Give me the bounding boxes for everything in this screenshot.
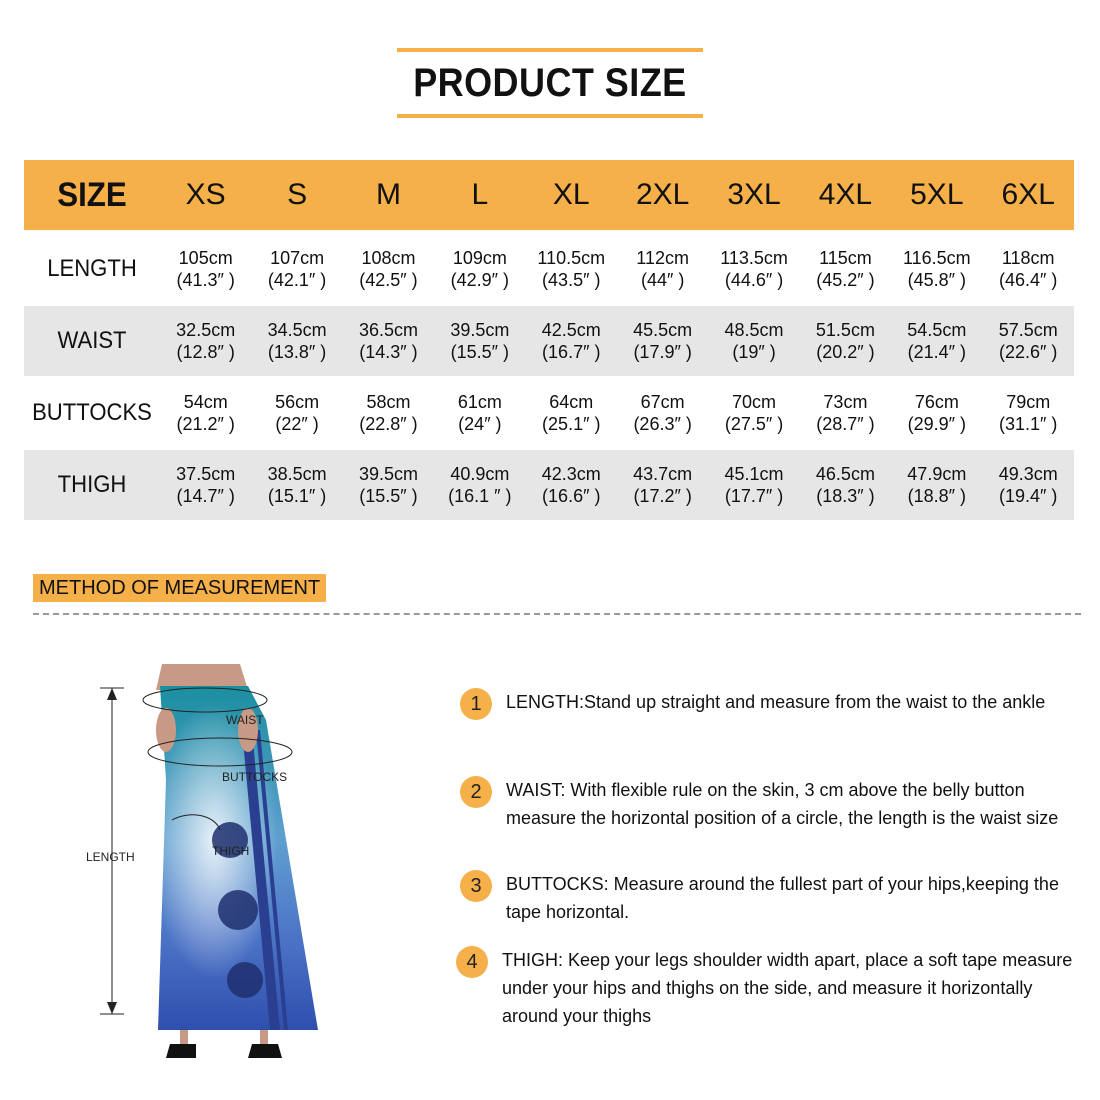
inch-value: (13.8″ ) (267, 342, 327, 362)
size-cell (343, 319, 434, 363)
size-cell (434, 463, 525, 507)
size-cell (526, 319, 617, 363)
size-cell (251, 319, 342, 363)
size-cell (526, 391, 617, 435)
cm-value: 51.5cm (815, 320, 875, 340)
inch-value: (21.2″ ) (176, 414, 235, 434)
size-cell (708, 463, 799, 507)
inch-value: (19″ ) (732, 342, 776, 362)
buttocks-label: BUTTOCKS (222, 770, 288, 784)
step-thigh (456, 946, 1080, 1030)
shoe-left (166, 1044, 196, 1058)
cm-value: 48.5cm (724, 320, 784, 340)
inch-value: (42.1″ ) (267, 270, 327, 290)
size-header-cell: 3XL (727, 178, 781, 211)
inch-value: (15.5″ ) (450, 342, 510, 362)
cm-value: 36.5cm (358, 320, 418, 340)
size-cell (526, 463, 617, 507)
row-label: BUTTOCKS (32, 399, 152, 426)
inch-value: (45.8″ ) (907, 270, 967, 290)
size-header-cell: L (471, 178, 489, 211)
step-waist (460, 776, 1080, 832)
cm-value: 45.1cm (724, 464, 784, 484)
step-number-badge: 1 (460, 688, 492, 720)
cm-value: 40.9cm (450, 464, 510, 484)
size-header-cell: XL (552, 178, 590, 211)
step-text: THIGH: Keep your legs shoulder width apart, place a soft tape measure under your hips and thighs on the side, and measure it horizontally around your thighs (502, 950, 1073, 1026)
size-cell (983, 247, 1074, 291)
cm-value: 116.5cm (902, 248, 971, 268)
cm-value: 64cm (549, 392, 594, 412)
inch-value: (18.8″ ) (907, 486, 967, 506)
size-cell (800, 463, 891, 507)
inch-value: (43.5″ ) (542, 270, 601, 290)
size-header-label: SIZE (57, 175, 127, 214)
step-number-badge: 3 (460, 870, 492, 902)
inch-value: (31.1″ ) (999, 414, 1058, 434)
size-cell (983, 319, 1074, 363)
inch-value: (22.8″ ) (359, 414, 418, 434)
inch-value: (14.3″ ) (359, 342, 418, 362)
step-text: LENGTH:Stand up straight and measure from the waist to the ankle (506, 692, 1046, 712)
inch-value: (16.6″ ) (542, 486, 601, 506)
size-cell (160, 391, 251, 435)
cm-value: 43.7cm (633, 464, 693, 484)
size-cell (983, 391, 1074, 435)
size-cell (160, 247, 251, 291)
waist-label: WAIST (226, 713, 264, 727)
inch-value: (46.4″ ) (999, 270, 1058, 290)
cm-value: 73cm (823, 392, 868, 412)
inch-value: (28.7″ ) (816, 414, 875, 434)
cm-value: 42.3cm (541, 464, 601, 484)
size-cell (251, 463, 342, 507)
size-cell (800, 319, 891, 363)
skirt-figure (70, 660, 400, 1060)
cm-value: 46.5cm (815, 464, 875, 484)
size-cell (343, 247, 434, 291)
inch-value: (15.5″ ) (359, 486, 418, 506)
cm-value: 109cm (452, 248, 507, 268)
size-header-cell: 5XL (910, 178, 964, 211)
inch-value: (21.4″ ) (907, 342, 967, 362)
size-cell (617, 319, 708, 363)
size-header-cell: 4XL (818, 178, 873, 211)
size-cell (526, 247, 617, 291)
size-cell (708, 391, 799, 435)
size-row-thigh (24, 450, 1074, 520)
method-heading: METHOD OF MEASUREMENT (33, 574, 326, 602)
size-cell (708, 247, 799, 291)
size-header-cell: M (375, 178, 401, 211)
cm-value: 112cm (636, 248, 689, 268)
inch-value: (17.2″ ) (633, 486, 692, 506)
thigh-label: THIGH (212, 844, 250, 858)
inch-value: (22.6″ ) (999, 342, 1058, 362)
size-cell (891, 319, 982, 363)
step-number-badge: 4 (456, 946, 488, 978)
cm-value: 57.5cm (998, 320, 1058, 340)
size-header-row (24, 160, 1074, 230)
size-cell (891, 247, 982, 291)
cm-value: 61cm (457, 392, 502, 412)
inch-value: (12.8″ ) (176, 342, 235, 362)
inch-value: (25.1″ ) (542, 414, 601, 434)
inch-value: (44″ ) (640, 270, 685, 290)
cm-value: 38.5cm (267, 464, 327, 484)
cm-value: 56cm (275, 392, 320, 412)
size-header-cell: 2XL (635, 178, 690, 211)
cm-value: 42.5cm (541, 320, 601, 340)
inch-value: (16.7″ ) (542, 342, 601, 362)
cm-value: 67cm (640, 392, 685, 412)
inch-value: (41.3″ ) (176, 270, 235, 290)
cm-value: 39.5cm (450, 320, 510, 340)
size-cell (983, 463, 1074, 507)
inch-value: (45.2″ ) (816, 270, 875, 290)
size-cell (800, 391, 891, 435)
inch-value: (29.9″ ) (907, 414, 967, 434)
cm-value: 70cm (732, 392, 777, 412)
size-header-cell: S (287, 178, 308, 211)
section-divider (33, 613, 1081, 615)
size-cell (708, 319, 799, 363)
size-cell (617, 463, 708, 507)
size-row-length (24, 234, 1074, 304)
size-cell (434, 247, 525, 291)
inch-value: (14.7″ ) (176, 486, 235, 506)
inch-value: (26.3″ ) (633, 414, 692, 434)
size-cell (800, 247, 891, 291)
cm-value: 54cm (183, 392, 228, 412)
inch-value: (17.7″ ) (724, 486, 784, 506)
inch-value: (20.2″ ) (816, 342, 875, 362)
size-cell (343, 391, 434, 435)
inch-value: (19.4″ ) (999, 486, 1058, 506)
cm-value: 105cm (178, 248, 233, 268)
inch-value: (24″ ) (458, 414, 502, 434)
step-buttocks (460, 870, 1080, 926)
size-header-cell: XS (185, 178, 226, 211)
cm-value: 108cm (361, 248, 416, 268)
size-cell (251, 247, 342, 291)
cm-value: 115cm (819, 248, 872, 268)
cm-value: 54.5cm (907, 320, 967, 340)
skirt-illustration (70, 660, 400, 1060)
size-table (24, 160, 1074, 520)
cm-value: 118cm (1001, 248, 1055, 268)
cm-value: 110.5cm (537, 248, 606, 268)
step-text: WAIST: With flexible rule on the skin, 3 cm above the belly button measure the horizontal position of a circle, the length is the waist size (506, 780, 1059, 828)
title-banner (397, 48, 703, 118)
size-header-cell: 6XL (1001, 178, 1055, 211)
cm-value: 49.3cm (998, 464, 1058, 484)
cm-value: 76cm (914, 392, 959, 412)
step-text: BUTTOCKS: Measure around the fullest part of your hips,keeping the tape horizontal. (506, 874, 1059, 922)
inch-value: (16.1 ″ ) (448, 486, 512, 506)
row-label: LENGTH (47, 255, 137, 282)
cm-value: 32.5cm (176, 320, 236, 340)
inch-value: (44.6″ ) (724, 270, 784, 290)
size-row-waist (24, 306, 1074, 376)
cm-value: 47.9cm (907, 464, 967, 484)
inch-value: (27.5″ ) (724, 414, 784, 434)
step-length (460, 688, 1060, 720)
shoe-right (248, 1044, 282, 1058)
cm-value: 58cm (366, 392, 411, 412)
size-cell (434, 391, 525, 435)
cm-value: 45.5cm (633, 320, 693, 340)
cm-value: 113.5cm (720, 248, 788, 268)
cm-value: 37.5cm (176, 464, 236, 484)
size-cell (891, 391, 982, 435)
page-title: PRODUCT SIZE (413, 60, 687, 105)
inch-value: (15.1″ ) (267, 486, 327, 506)
size-row-buttocks (24, 378, 1074, 448)
size-cell (160, 319, 251, 363)
step-number-badge: 2 (460, 776, 492, 808)
size-cell (617, 247, 708, 291)
inch-value: (22″ ) (275, 414, 319, 434)
inch-value: (18.3″ ) (816, 486, 875, 506)
cm-value: 79cm (1006, 392, 1051, 412)
inch-value: (42.5″ ) (359, 270, 418, 290)
size-cell (343, 463, 434, 507)
inch-value: (42.9″ ) (450, 270, 510, 290)
length-label: LENGTH (86, 850, 135, 864)
size-cell (251, 391, 342, 435)
size-cell (617, 391, 708, 435)
row-label: WAIST (57, 327, 127, 354)
size-cell (160, 463, 251, 507)
size-cell (434, 319, 525, 363)
cm-value: 34.5cm (267, 320, 327, 340)
inch-value: (17.9″ ) (633, 342, 692, 362)
row-label: THIGH (57, 471, 127, 498)
cm-value: 39.5cm (358, 464, 418, 484)
size-cell (891, 463, 982, 507)
cm-value: 107cm (270, 248, 325, 268)
